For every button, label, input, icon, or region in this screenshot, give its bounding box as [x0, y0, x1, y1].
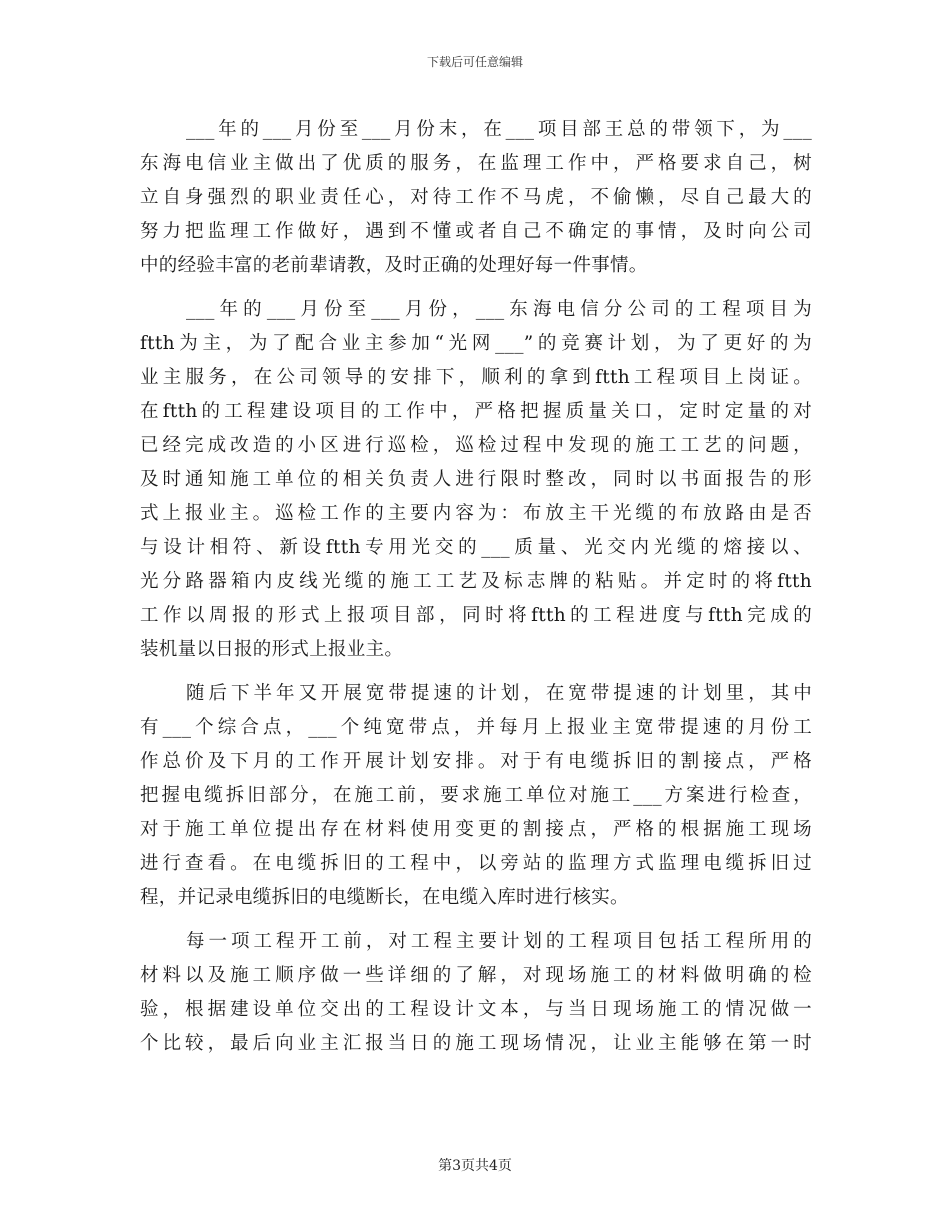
paragraph-4-line-2: 材料以及施工顺序做一些详细的了解，对现场施工的材料做明确的检	[140, 965, 812, 986]
paragraph-2-line-11: 装机量以日报的形式上报业主。	[140, 639, 404, 660]
paragraph-2-line-3: 业主服务，在公司领导的安排下，顺利的拿到ftth工程项目上岗证。	[140, 367, 812, 388]
paragraph-2-line-7: 式上报业主。巡检工作的主要内容为：布放主干光缆的布放路由是否	[140, 503, 812, 524]
paragraph-3-line-6: 进行查看。在电缆拆旧的工程中，以旁站的监理方式监理电缆拆旧过	[140, 853, 812, 874]
paragraph-3-line-7: 程，并记录电缆拆旧的电缆断长，在电缆入库时进行核实。	[140, 887, 629, 908]
paragraph-1-line-5: 中的经验丰富的老前辈请教，及时正确的处理好每一件事情。	[140, 255, 648, 276]
paragraph-2-line-6: 及时通知施工单位的相关负责人进行限时整改，同时以书面报告的形	[140, 469, 812, 490]
paragraph-1-line-2: 东海电信业主做出了优质的服务，在监理工作中，严格要求自己，树	[140, 153, 812, 174]
paragraph-3-line-1: 随后下半年又开展宽带提速的计划，在宽带提速的计划里，其中	[186, 683, 812, 704]
paragraph-2-line-10: 工作以周报的形式上报项目部，同时将ftth的工程进度与ftth完成的	[140, 605, 812, 626]
paragraph-2-line-8: 与设计相符、新设ftth专用光交的___质量、光交内光缆的熔接以、	[140, 537, 812, 558]
paragraph-4-line-3: 验，根据建设单位交出的工程设计文本，与当日现场施工的情况做一	[140, 999, 812, 1020]
paragraph-3-line-3: 作总价及下月的工作开展计划安排。对于有电缆拆旧的割接点，严格	[140, 751, 812, 772]
paragraph-2-line-5: 已经完成改造的小区进行巡检，巡检过程中发现的施工工艺的问题，	[140, 435, 812, 456]
page-footer: 第3页共4页	[438, 1158, 512, 1174]
paragraph-4-line-1: 每一项工程开工前，对工程主要计划的工程项目包括工程所用的	[186, 931, 812, 952]
paragraph-1-line-4: 努力把监理工作做好，遇到不懂或者自己不确定的事情，及时向公司	[140, 221, 812, 242]
paragraph-3-line-4: 把握电缆拆旧部分，在施工前，要求施工单位对施工___方案进行检查，	[140, 785, 812, 806]
paragraph-2-line-1: ___年的___月份至___月份，___东海电信分公司的工程项目为	[186, 299, 812, 320]
paragraph-2-line-2: ftth为主，为了配合业主参加“光网___”的竞赛计划，为了更好的为	[140, 333, 812, 354]
paragraph-1-line-3: 立自身强烈的职业责任心，对待工作不马虎，不偷懒，尽自己最大的	[140, 187, 812, 208]
paragraph-3-line-5: 对于施工单位提出存在材料使用变更的割接点，严格的根据施工现场	[140, 819, 812, 840]
paragraph-2-line-4: 在ftth的工程建设项目的工作中，严格把握质量关口，定时定量的对	[140, 401, 812, 422]
paragraph-4-line-4: 个比较，最后向业主汇报当日的施工现场情况，让业主能够在第一时	[140, 1033, 812, 1054]
paragraph-2-line-9: 光分路器箱内皮线光缆的施工工艺及标志牌的粘贴。并定时的将ftth	[140, 571, 812, 592]
paragraph-1-line-1: ___年的___月份至___月份末，在___项目部王总的带领下，为___	[186, 119, 812, 140]
document-body	[140, 113, 812, 1061]
page-header: 下载后可任意编辑	[426, 55, 523, 69]
paragraph-3-line-2: 有___个综合点，___个纯宽带点，并每月上报业主宽带提速的月份工	[140, 717, 812, 738]
